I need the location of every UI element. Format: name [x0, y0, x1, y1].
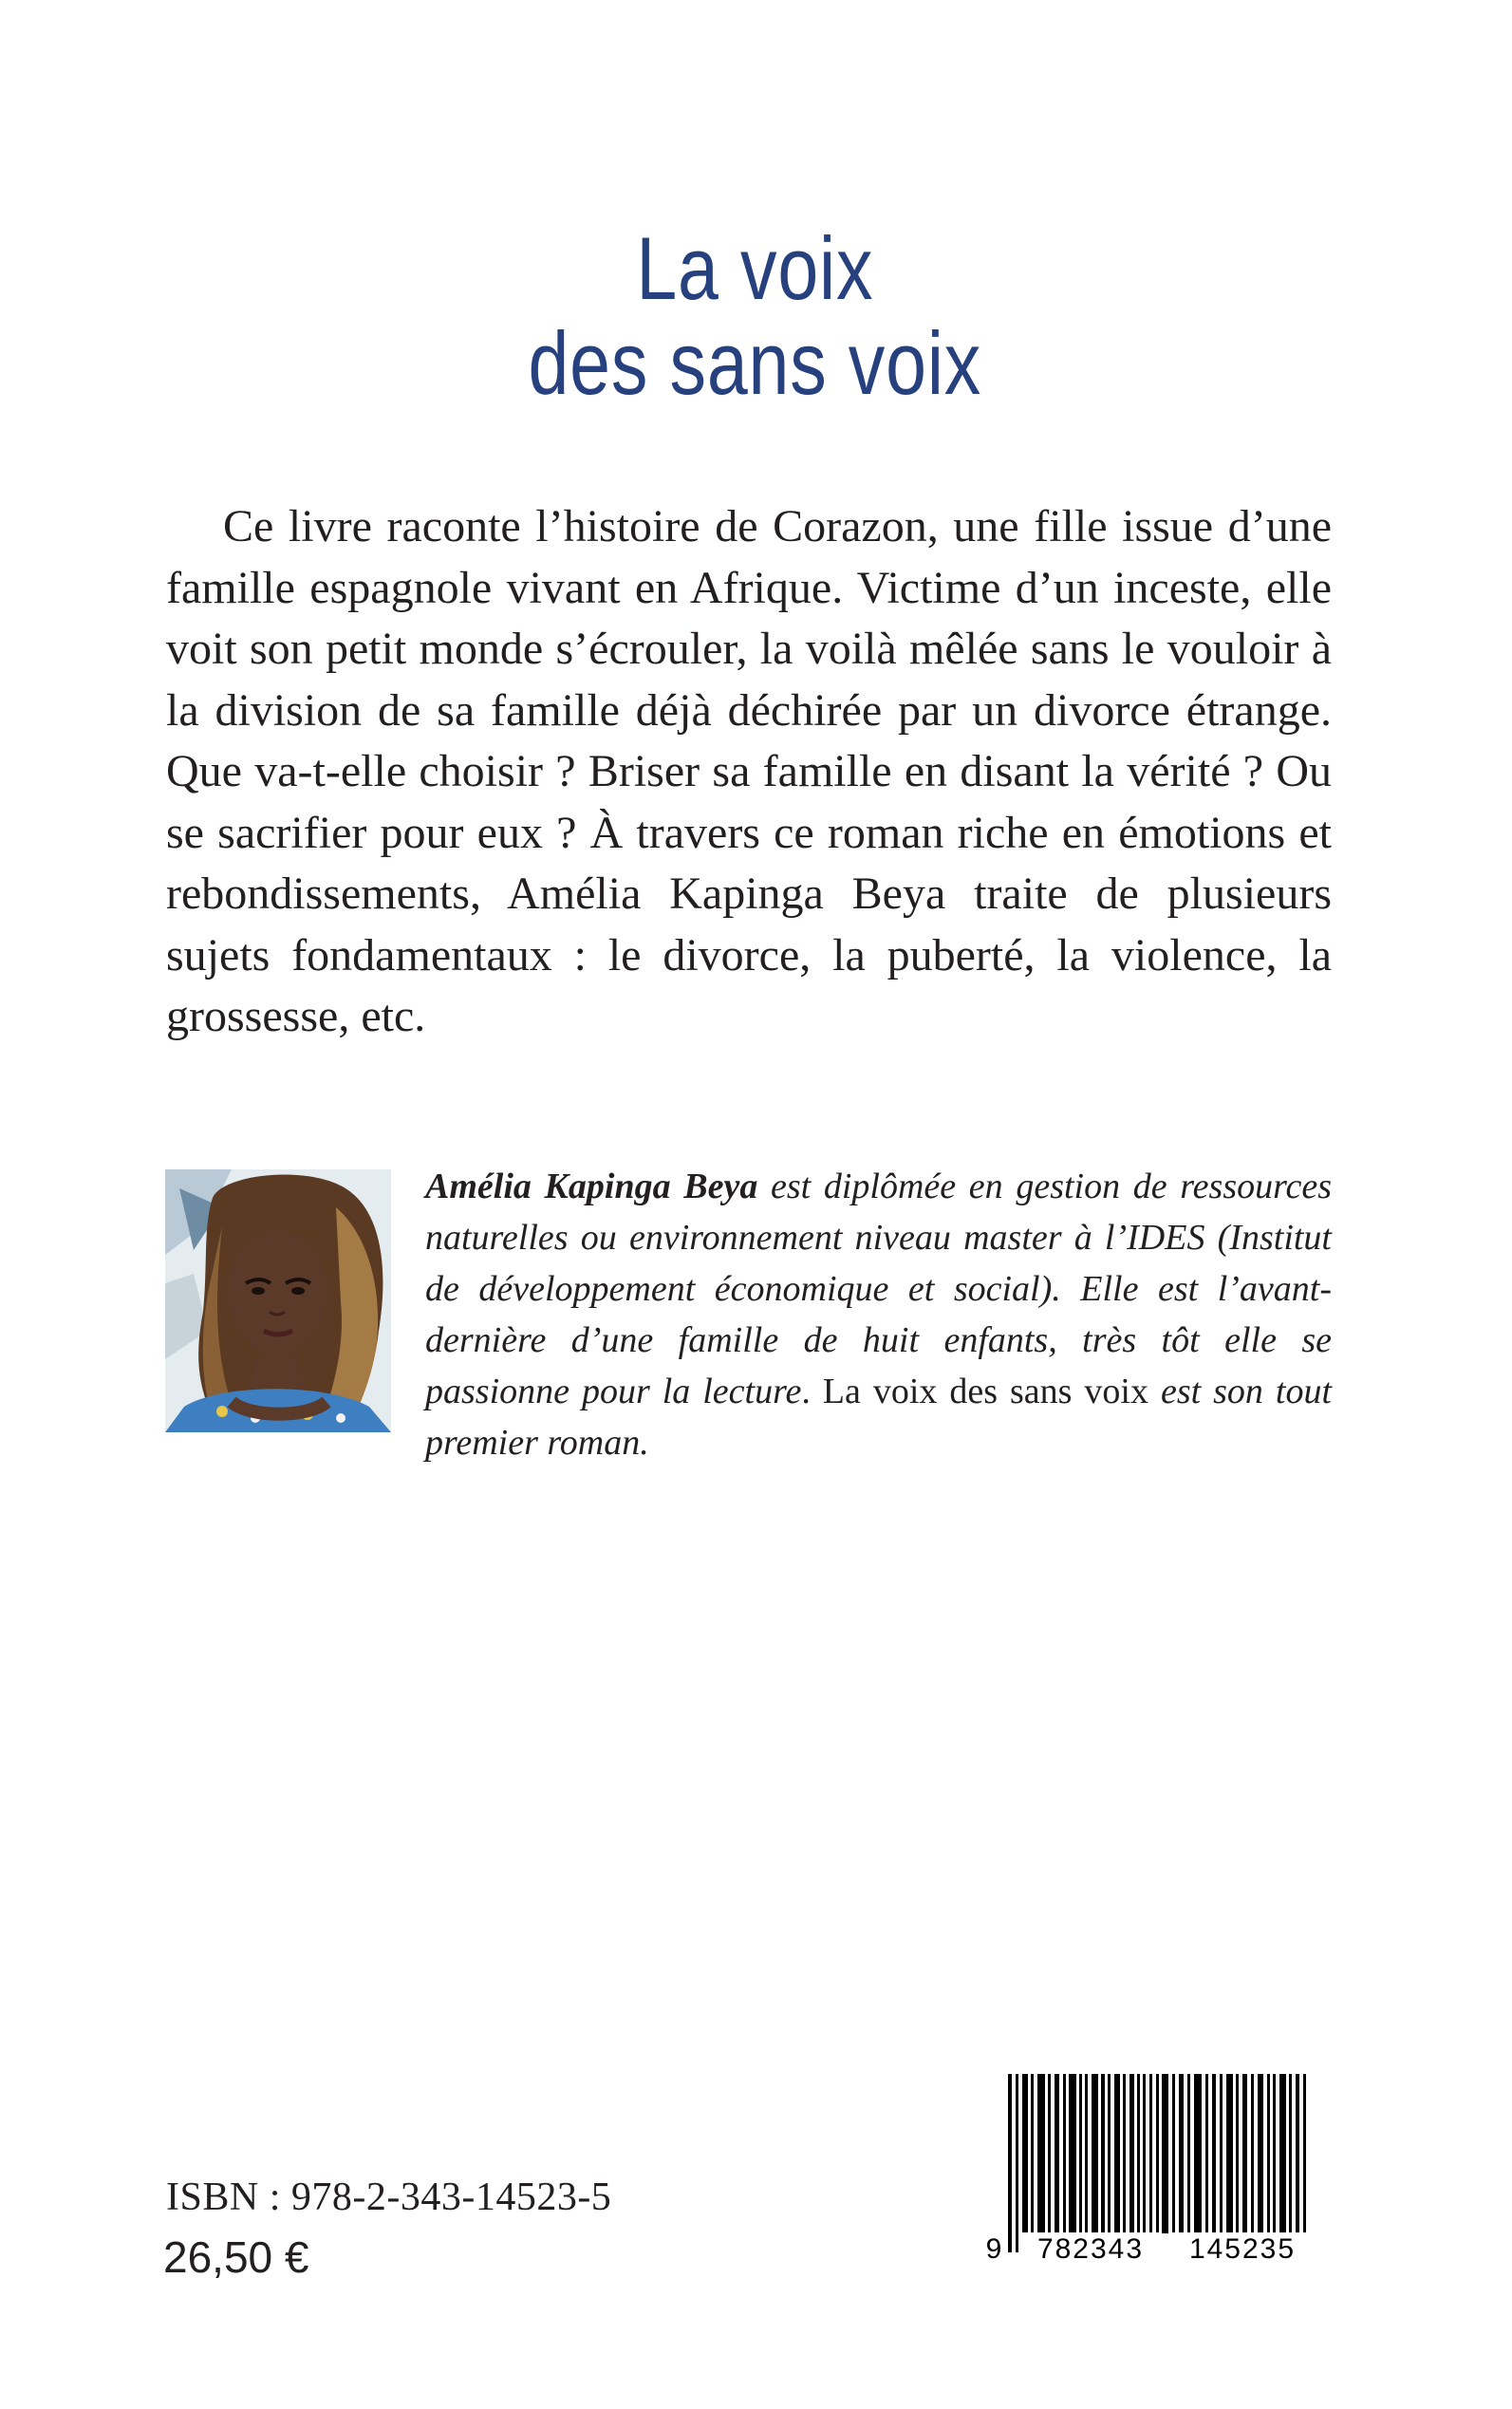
book-summary: Ce livre raconte l’histoire de Corazon, une fille issue d’une famille espagnole vivant en Afrique. Victime d’un inceste, elle voit son petit monde s’écrouler, la voilà mêlée sans le vouloir à la division de sa famille déjà déchirée par un divorce étrange. Que va-t-elle choisir ? Briser sa famille en disant la vérité ? Ou se sacrifier pour eux ? À travers ce roman riche en émotions et rebondissements, Amélia Kapinga Beya traite de plusieurs sujets fondamentaux : le divorce, la puberté, la violence, la grossesse, etc. [166, 501, 1332, 1041]
author-name: Amélia Kapinga Beya [425, 1167, 758, 1206]
bio-text-part2: . La voix des sans voix [801, 1372, 1148, 1411]
author-photo [165, 1169, 391, 1432]
price: 26,50 € [163, 2232, 309, 2282]
book-title-line2: des sans voix [528, 312, 982, 413]
isbn-number: ISBN : 978-2-343-14523-5 [166, 2176, 612, 2219]
author-portrait-image [165, 1169, 391, 1432]
barcode-digit-group-1: 782343 [1019, 2232, 1162, 2267]
bio-text-part1: est diplômée en gestion de ressources naturelles ou environnement niveau master à l’IDES (Institut de développement économique et social). Elle est l’avant-dernière d’une famille de huit enfants, très tôt elle se passionne pour la lecture [425, 1167, 1332, 1411]
barcode-first-digit: 9 [983, 2232, 1004, 2267]
book-title-line1: La voix [636, 217, 874, 318]
barcode-digit-group-2: 145235 [1171, 2232, 1314, 2267]
author-biography [425, 1161, 1332, 1468]
bio-text-part3: est son tout premier roman. [425, 1372, 1333, 1463]
book-title [135, 217, 1374, 413]
